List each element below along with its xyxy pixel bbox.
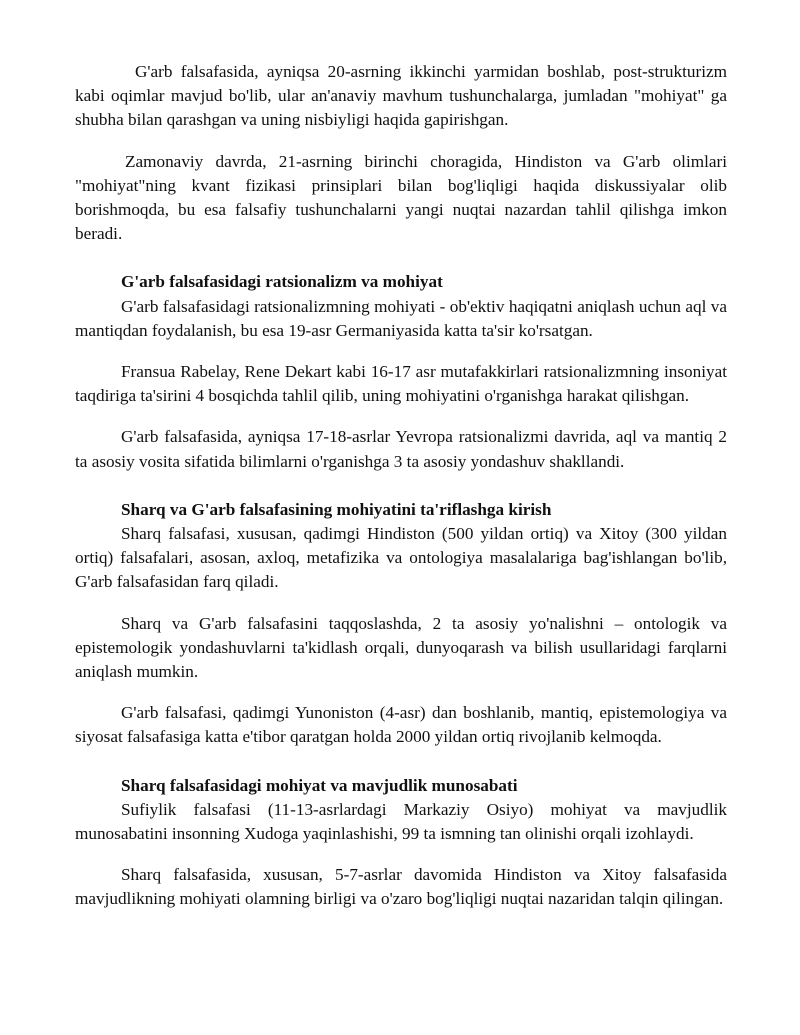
paragraph-sufism: Sufiylik falsafasi (11-13-asrlardagi Markaziy Osiyo) mohiyat va mavjudlik munosabatini insonning Xudoga yaqinlashishi, 99 ta ismning tan olinishi orqali izohlaydi. (75, 799, 727, 844)
paragraph-eastern-philosophy: Sharq falsafasi, xususan, qadimgi Hindiston (500 yildan ortiq) va Xitoy (300 yildan ortiq) falsafalari, asosan, axloq, metafizika va ontologiya masalalariga bag'ishlangan bo'lib, G'arb falsafasidan farq qiladi. (75, 524, 727, 592)
paragraph-postmodern: G'arb falsafasida, ayniqsa 20-asrning ikkinchi yarmidan boshlab, post-strukturizm kabi oqimlar mavjud bo'lib, ular an'anaviy mavhum tushunchalarga, jumladan "mohiyat" ga shubha bilan qarashgan va uning nisbiyligi haqida gapirishgan. (75, 62, 727, 130)
paragraph-comparison: Sharq va G'arb falsafasini taqqoslashda, 2 ta asosiy yo'nalishni – ontologik va epistemologik yondashuvlarni ta'kidlash orqali, dunyoqarash va bilish usullaridagi farqlarni aniqlash mumkin. (75, 613, 727, 682)
paragraph-rabelais-descartes: Fransua Rabelay, Rene Dekart kabi 16-17 asr mutafakkirlari ratsionalizmning insoniyat taqdiriga ta'sirini 4 bosqichda tahlil qilib, uning mohiyatini o'rganishga harakat qilishgan. (75, 362, 727, 406)
paragraph-european-rationalism: G'arb falsafasida, ayniqsa 17-18-asrlar Yevropa ratsionalizmi davrida, aql va mantiq 2 ta asosiy vosita sifatida bilimlarni o'rganishga 3 ta asosiy yondashuv shakllandi. (75, 427, 727, 471)
paragraph-modern-era: Zamonaviy davrda, 21-asrning birinchi choragida, Hindiston va G'arb olimlari "mohiyat"ning kvant fizikasi prinsiplari bilan bog'liqligi haqida diskussiyalar olib borishmoqda, bu esa falsafiy tushunchalarni yangi nuqtai nazardan tahlil qilishga imkon beradi. (75, 151, 727, 244)
section-heading-east-west: Sharq va G'arb falsafasining mohiyatini ta'riflashga kirish (121, 499, 552, 519)
document-page (75, 60, 727, 912)
section-heading-essence-existence: Sharq falsafasidagi mohiyat va mavjudlik munosabati (121, 775, 518, 795)
paragraph-india-china: Sharq falsafasida, xususan, 5-7-asrlar davomida Hindiston va Xitoy falsafasida mavjudlikning mohiyati olamning birligi va o'zaro bog'liqligi nuqtai nazaridan talqin qilingan. (75, 865, 727, 909)
paragraph-western-philosophy: G'arb falsafasi, qadimgi Yunoniston (4-asr) dan boshlanib, mantiq, epistemologiya va siyosat falsafasiga katta e'tibor qaratgan holda 2000 yildan ortiq rivojlanib kelmoqda. (75, 703, 727, 747)
section-heading-rationalism: G'arb falsafasidagi ratsionalizm va mohiyat (121, 272, 443, 292)
paragraph-rationalism-essence: G'arb falsafasidagi ratsionalizmning mohiyati - ob'ektiv haqiqatni aniqlash uchun aql va mantiqdan foydalanish, bu esa 19-asr Germaniyasida katta ta'sir ko'rsatgan. (75, 296, 727, 340)
